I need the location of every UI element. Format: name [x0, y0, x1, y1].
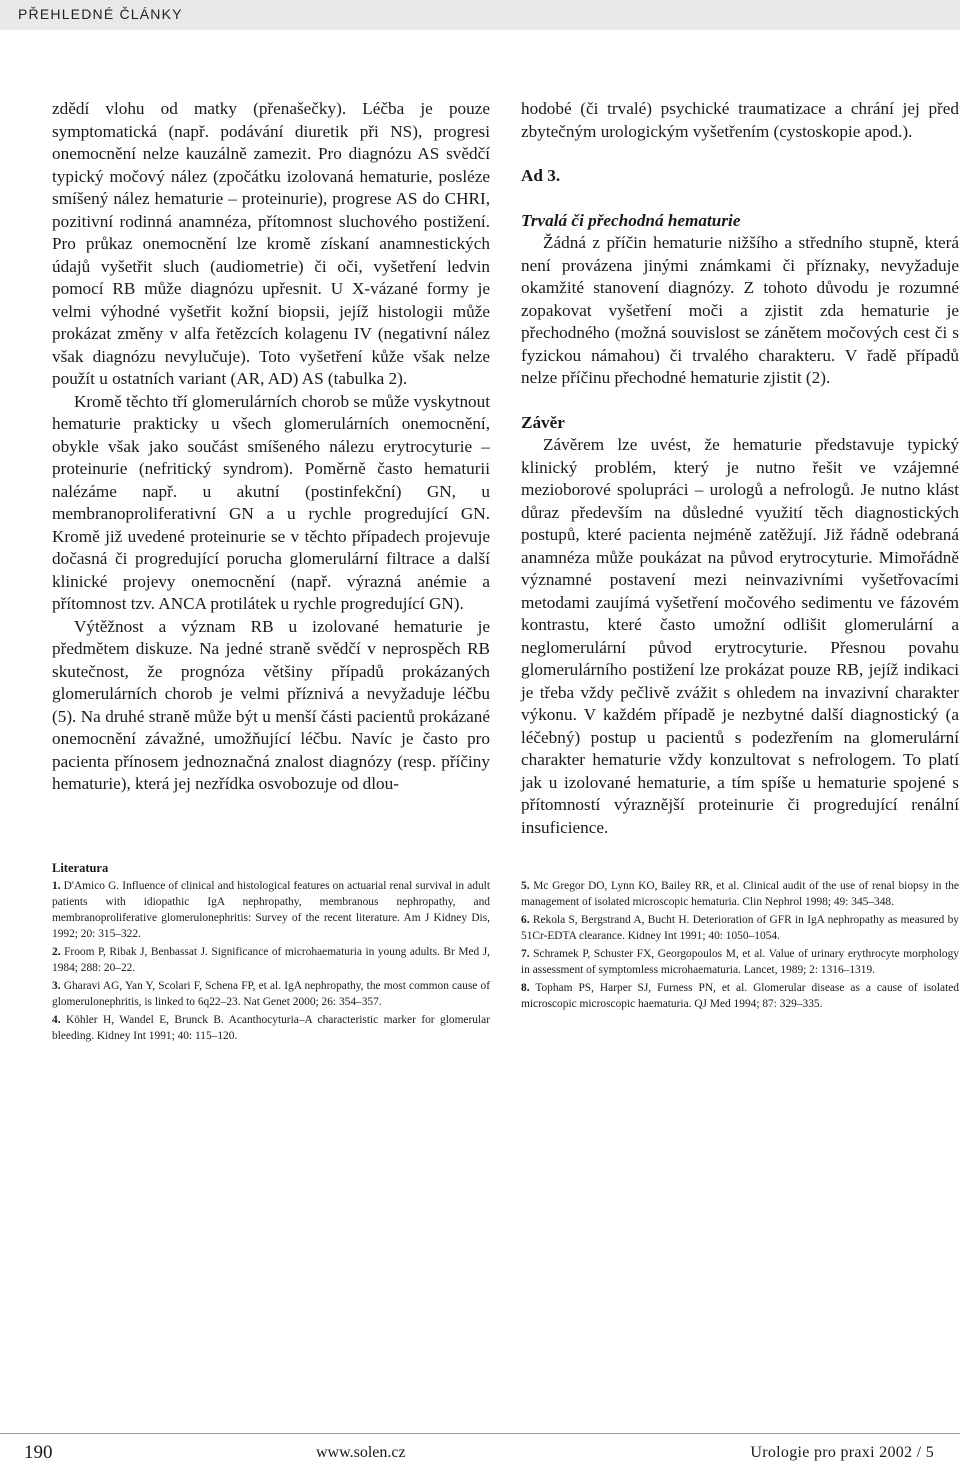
section-label: PŘEHLEDNÉ ČLÁNKY: [18, 6, 183, 22]
references-title: Literatura: [52, 861, 109, 875]
page-number: 190: [24, 1442, 53, 1463]
subsection-heading: Trvalá či přechodná hematurie: [521, 210, 741, 230]
body-paragraph: Výtěžnost a význam RB u izolované hematurie je předmětem diskuze. Na jedné straně svědčí v neprospěch RB skutečnost, že prognóza většiny případů prokázaných glomerulárních chorob je velmi příznivá a nevyžaduje léčbu (5). Na druhé straně může být u menší části pacientů prokázané onemocnění závažné, umožňující léčbu. Navíc je často pro pacienta přínosem jednoznačná znalost diagnózy (resp. příčiny hematurie), která jej nezřídka osvobozuje od dlou-: [52, 616, 490, 793]
section-header-band: [0, 0, 960, 30]
footer-divider: [0, 1433, 960, 1434]
left-text-column: [52, 98, 490, 796]
body-paragraph: Závěrem lze uvést, že hematurie představuje typický klinický problém, který je nutno řešit ve vzájemné mezioborové spolupráci – urologů a nefrologů. Je nutno klást důraz především na důsledné využití těch diagnostických postupů, které pacienta nejméně zatěžují. Již řádně odebraná anamnéza může poukázat na původ erytrocyturie. Mimořádně významné postavení mezi neinvazivními vyšetřovacími metodami zaujímá vyšetření močového sedimentu ve fázovém kontrastu, které často umožní odlišit glomerulární a neglomerulární původ erytrocyturie. Přesnou povahu glomerulárního postižení lze prokázat pouze RB, jejíž indikaci je třeba vždy pečlivě zvážit s ohledem na invazivní charakter výkonu. V každém případě je nezbytné další diagnostický (a léčebný) postup u pacientů s podezřením na glomerulární charakter hematurie vždy konzultovat s nefrologem. To platí jak u izolované hematurie, a tím spíše u hematurie spojené s přítomností výraznější proteinurie či progredující renální insuficience.: [521, 435, 959, 837]
reference-item: 7. Schramek P, Schuster FX, Georgopoulos M, et al. Value of urinary erythrocyte morphology in assessment of symptomless microhaematuria. Lancet, 1989; 2: 1316–1319.: [521, 947, 959, 977]
reference-item: 4. Köhler H, Wandel E, Brunck B. Acanthocyturia–A characteristic marker for glomerular bleeding. Kidney Int 1991; 40: 115–120.: [52, 1013, 490, 1043]
body-paragraph: Žádná z příčin hematurie nižšího a středního stupně, která není provázena jinými známkami či příznaky, nevyžaduje okamžité stanovení diagnózy. Z tohoto důvodu je rozumné zopakovat vyšetření moči a zjistit zda hematurie je přechodného (možná souvislost se zánětem močových cest či s fyzickou námahou) či trvalého charakteru. V řadě případů nelze příčinu přechodné hematurie zjistit (2).: [521, 233, 959, 387]
references-left: [52, 860, 490, 1046]
footer-url[interactable]: www.solen.cz: [316, 1444, 406, 1461]
reference-item: 6. Rekola S, Bergstrand A, Bucht H. Deterioration of GFR in IgA nephropathy as measured by 51Cr-EDTA clearance. Kidney Int 1991; 40: 1050–1054.: [521, 913, 959, 943]
conclusion-heading: Závěr: [521, 412, 565, 432]
reference-item: 8. Topham PS, Harper SJ, Furness PN, et al. Glomerular disease as a cause of isolated microscopic microscopic haematuria. QJ Med 1994; 87: 329–335.: [521, 981, 959, 1010]
reference-item: 3. Gharavi AG, Yan Y, Scolari F, Schena FP, et al. IgA nephropathy, the most common cause of glomerulonephritis, is linked to 6q22–23. Nat Genet 2000; 26: 354–357.: [52, 979, 490, 1009]
reference-item: 1. D'Amico G. Influence of clinical and histological features on actuarial renal survival in adult patients with idiopathic IgA nephropathy, membranous nephropathy, and membranoproliferative glomerulonephritis: Survey of the recent literature. Am J Kidney Dis, 1992; 20: 315–322.: [52, 879, 490, 941]
right-text-column: [521, 98, 959, 839]
subsection-heading: Ad 3.: [521, 166, 561, 185]
body-paragraph: Kromě těchto tří glomerulárních chorob se může vyskytnout hematurie prakticky u všech glomerulárních onemocnění, obykle však jako součást smíšeného nálezu erytrocyturie – proteinurie (nefritický syndrom). Poměrně často hematurii nalézáme např. u akutní (postinfekční) GN, u membranoproliferativní GN a u rychle progredující GN. Kromě již uvedené proteinurie se v těchto případech projevuje dočasná či progredující porucha glomerulární filtrace a další klinické projevy onemocnění (např. výrazná anémie a přítomnost tzv. ANCA protilátek u rychle progredující GN).: [52, 391, 490, 613]
body-paragraph: zdědí vlohu od matky (přenašečky). Léčba je pouze symptomatická (např. podávání diuretik při NS), progresi onemocnění nelze kauzálně zamezit. Pro diagnózu AS svědčí typický močový nález (zpočátku izolovaná hematurie, posléze smíšený nález hematurie – proteinurie), progrese AS do CHRI, pozitivní rodinná anamnéza, přítomnost sluchového postižení. Pro průkaz onemocnění lze kromě získaní anamnestických údajů vyšetřit sluch (audiometrie) či oči, vyšetření ledvin pomocí RB může diagnózu upřesnit. U X-vázané formy je velmi výhodné vyšetřit kožní biopsii, jejíž histologii může prokázat změny v alfa řetězcích kolagenu IV (negativní nález však diagnózu nevylučuje). Toto vyšetření kůže však nelze použít u ostatních variant (AR, AD) AS (tabulka 2).: [52, 99, 490, 388]
references-right: [521, 878, 959, 1014]
body-paragraph: hodobé (či trvalé) psychické traumatizace a chrání jej před zbytečným urologickým vyšetřením (cystoskopie apod.).: [521, 99, 959, 141]
journal-name: Urologie pro praxi 2002 / 5: [750, 1444, 934, 1461]
reference-item: 2. Froom P, Ribak J, Benbassat J. Significance of microhaematuria in young adults. Br Med J, 1984; 288: 20–22.: [52, 946, 490, 975]
reference-item: 5. Mc Gregor DO, Lynn KO, Bailey RR, et al. Clinical audit of the use of renal biopsy in the management of isolated microscopic hematuria. Clin Nephrol 1998; 49: 345–348.: [521, 880, 959, 909]
